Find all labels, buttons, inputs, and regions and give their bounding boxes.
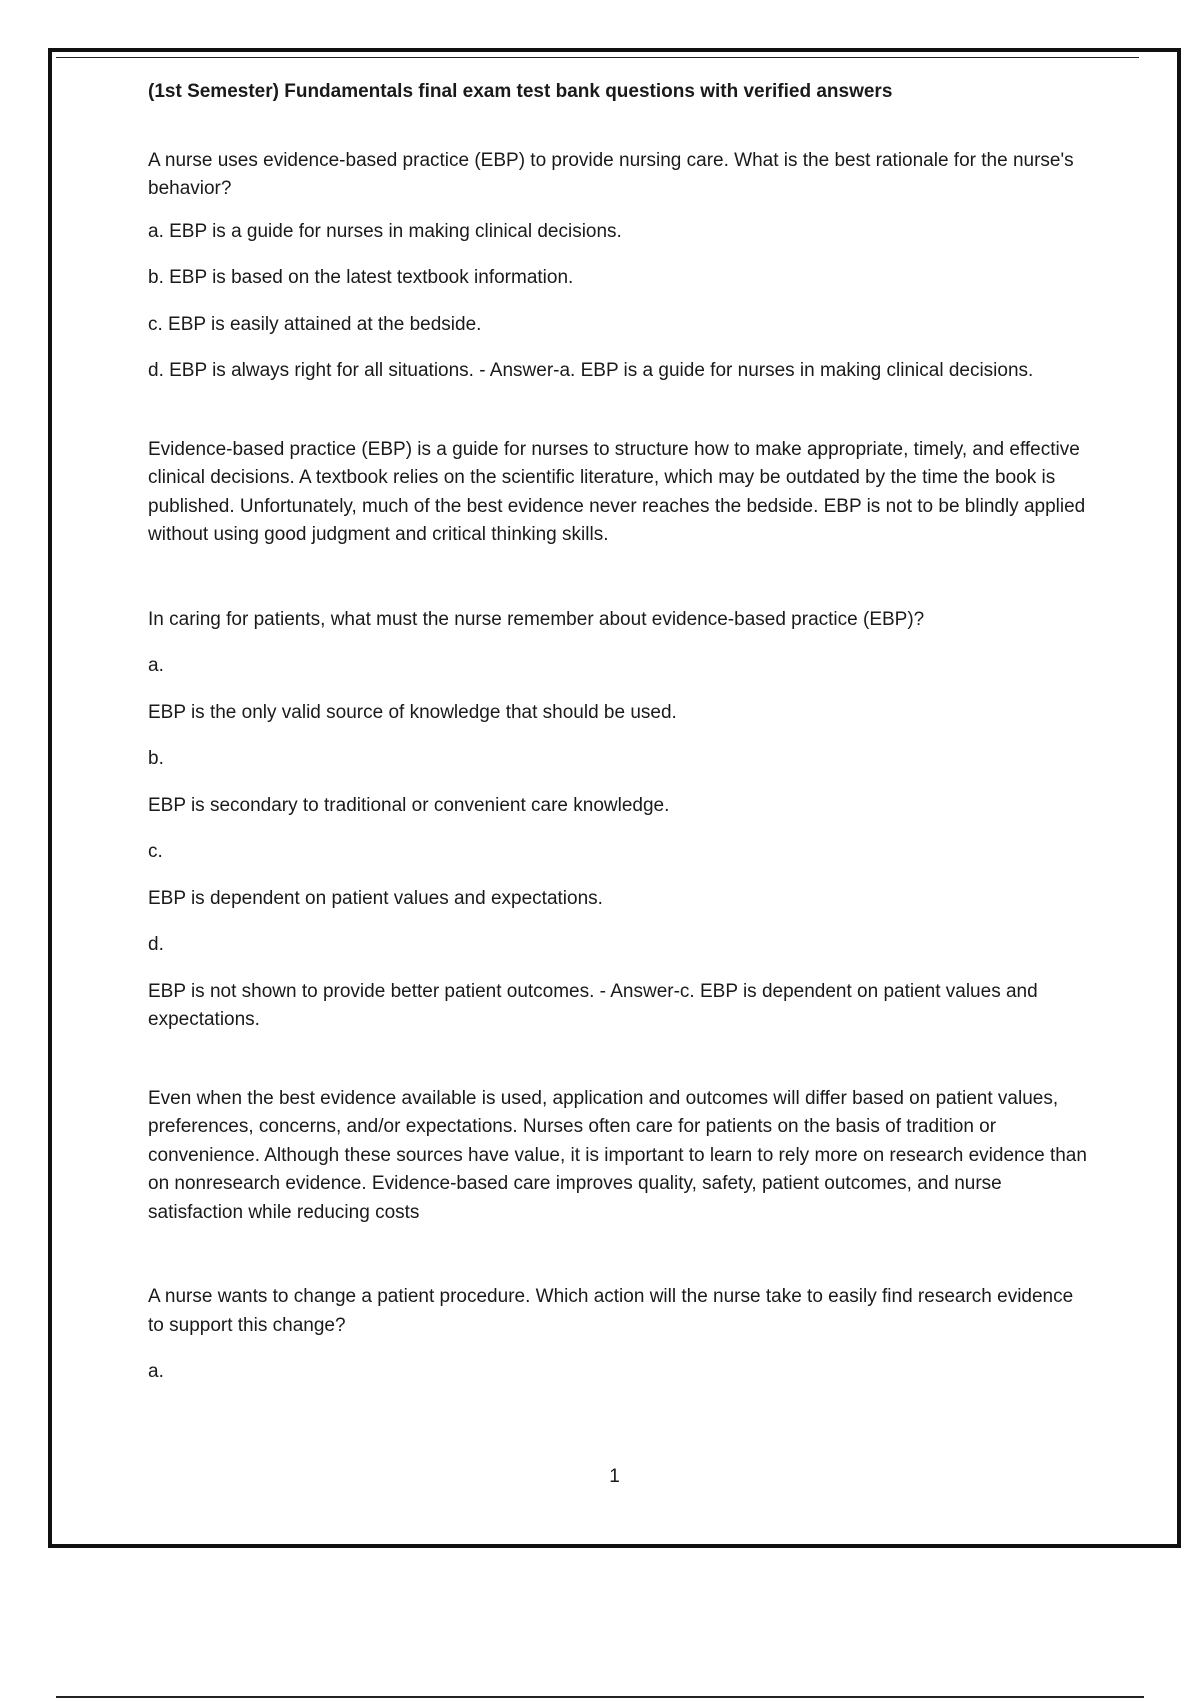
question-3-option-a-letter: a. [148,1361,164,1382]
document-title: (1st Semester) Fundamentals final exam test bank questions with verified answers [148,81,893,102]
question-1-stem: A nurse uses evidence-based practice (EBP) to provide nursing care. What is the best rationale for the nurse's behavior? [148,149,1074,199]
question-2-option-a-letter: a. [148,655,164,676]
question-2-option-c-text: EBP is dependent on patient values and expectations. [148,887,603,909]
question-2-option-d-letter: d. [148,934,164,955]
question-2-stem: In caring for patients, what must the nurse remember about evidence-based practice (EBP)? [148,608,925,630]
question-2-option-a-text: EBP is the only valid source of knowledge that should be used. [148,701,677,723]
question-2-option-d-answer: EBP is not shown to provide better patient outcomes. - Answer-c. EBP is dependent on patient values and expectations. [148,980,1038,1030]
question-3-stem: A nurse wants to change a patient procedure. Which action will the nurse take to easily find research evidence to support this change? [148,1286,1074,1336]
top-rule [56,57,1139,58]
question-2 [148,606,1088,1228]
question-2-option-b-text: EBP is secondary to traditional or convenient care knowledge. [148,794,670,816]
question-2-rationale: Even when the best evidence available is used, application and outcomes will differ based on patient values, preferences, concerns, and/or expectations. Nurses often care for patients on the basis of tradition or convenience. Although these sources have value, it is important to learn to rely more on research evidence than on nonresearch evidence. Evidence-based care improves quality, safety, patient outcomes, and nurse satisfaction while reducing costs [148,1087,1087,1223]
question-1-option-c: c. EBP is easily attained at the bedside. [148,313,482,335]
question-2-option-c-letter: c. [148,841,163,862]
next-page-top-rule [56,1696,1144,1698]
page-number: 1 [609,1466,620,1487]
question-1-rationale: Evidence-based practice (EBP) is a guide for nurses to structure how to make appropriate, timely, and effective clinical decisions. A textbook relies on the scientific literature, which may be outdated by the time the book is published. Unfortunately, much of the best evidence never reaches the bedside. EBP is not to be blindly applied without using good judgment and critical thinking skills. [148,438,1086,545]
question-1-option-a: a. EBP is a guide for nurses in making clinical decisions. [148,220,622,242]
question-2-option-b-letter: b. [148,748,164,769]
page-frame [48,48,1181,1548]
question-1 [148,147,1088,550]
question-1-option-b: b. EBP is based on the latest textbook information. [148,267,574,288]
question-3 [148,1283,1088,1387]
question-1-option-d-answer: d. EBP is always right for all situations. - Answer-a. EBP is a guide for nurses in making clinical decisions. [148,360,1034,381]
document-body [148,78,1088,1405]
